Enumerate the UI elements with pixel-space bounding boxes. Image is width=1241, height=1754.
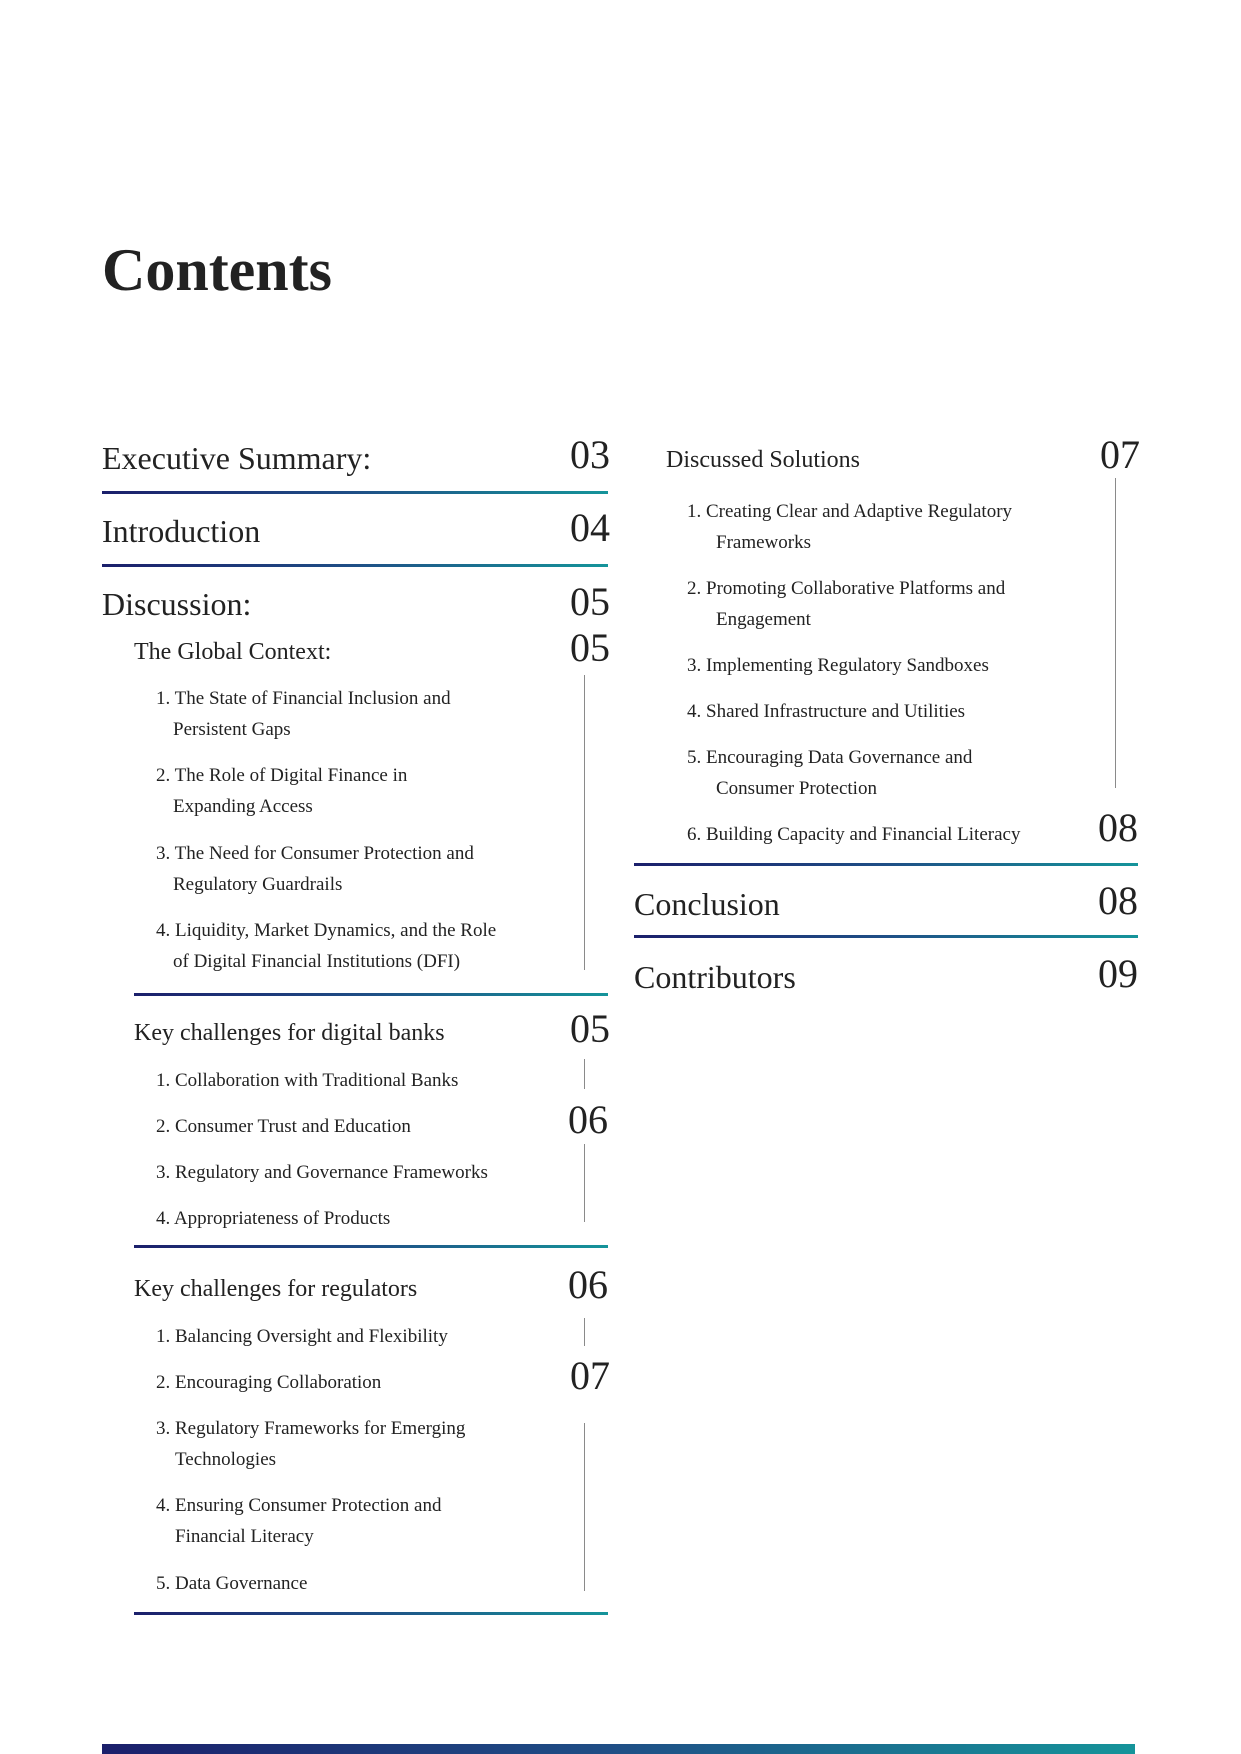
toc-item[interactable]: 2. Promoting Collaborative Platforms and [687,578,1006,599]
toc-item-continuation: Consumer Protection [716,778,877,799]
toc-discussion-page: 05 [570,579,610,624]
toc-item[interactable]: 2. Encouraging Collaboration [156,1372,382,1393]
toc-regulators-page-2: 07 [570,1353,610,1398]
divider-rule [634,935,1138,938]
divider-rule [134,1612,608,1615]
toc-item-continuation: Financial Literacy [175,1526,314,1547]
divider-rule [102,564,608,567]
toc-item-continuation: Persistent Gaps [173,719,291,740]
toc-global-context-page: 05 [570,625,610,670]
toc-item[interactable]: 4. Ensuring Consumer Protection and [156,1495,442,1516]
toc-item[interactable]: 1. Collaboration with Traditional Banks [156,1070,459,1091]
toc-item-continuation: of Digital Financial Institutions (DFI) [173,951,461,972]
toc-item[interactable]: 4. Liquidity, Market Dynamics, and the Role [156,920,497,941]
section-vertical-line [1115,478,1116,788]
toc-item[interactable]: 2. Consumer Trust and Education [156,1116,411,1137]
footer-gradient-bar [102,1744,1135,1754]
toc-item[interactable]: 3. Regulatory and Governance Frameworks [156,1162,488,1183]
toc-item-continuation: Engagement [716,609,811,630]
toc-digital-banks-label[interactable]: Key challenges for digital banks [134,1020,445,1046]
toc-digital-banks-page-2: 06 [568,1097,608,1142]
toc-item[interactable]: 2. The Role of Digital Finance in [156,765,408,786]
toc-item-continuation: Regulatory Guardrails [173,874,343,895]
toc-item[interactable]: 3. Implementing Regulatory Sandboxes [687,655,989,676]
toc-regulators-page: 06 [568,1262,608,1307]
divider-rule [134,1245,608,1248]
toc-regulators-label[interactable]: Key challenges for regulators [134,1276,418,1302]
toc-solutions-page-2: 08 [1098,805,1138,850]
section-vertical-line [584,1059,585,1089]
toc-executive-summary-page: 03 [570,432,610,477]
toc-executive-summary-label[interactable]: Executive Summary: [102,440,372,476]
toc-discussion-label[interactable]: Discussion: [102,586,252,622]
toc-introduction-label[interactable]: Introduction [102,513,261,549]
toc-contributors-label[interactable]: Contributors [634,959,796,995]
toc-item[interactable]: 1. Creating Clear and Adaptive Regulatory [687,501,1013,522]
toc-solutions-label[interactable]: Discussed Solutions [666,447,861,473]
divider-rule [102,491,608,494]
section-vertical-line [584,675,585,970]
toc-item[interactable]: 5. Data Governance [156,1573,308,1594]
toc-conclusion-label[interactable]: Conclusion [634,886,780,922]
toc-item[interactable]: 3. Regulatory Frameworks for Emerging [156,1418,466,1439]
toc-item-continuation: Technologies [175,1449,277,1470]
toc-item[interactable]: 1. Balancing Oversight and Flexibility [156,1326,448,1347]
section-vertical-line [584,1423,585,1591]
toc-item[interactable]: 5. Encouraging Data Governance and [687,747,973,768]
toc-global-context-label[interactable]: The Global Context: [134,639,332,665]
page-title: Contents [102,237,333,303]
toc-item[interactable]: 4. Shared Infrastructure and Utilities [687,701,966,722]
toc-item[interactable]: 4. Appropriateness of Products [156,1208,391,1229]
divider-rule [634,863,1138,866]
toc-item-continuation: Expanding Access [173,796,313,817]
toc-item[interactable]: 3. The Need for Consumer Protection and [156,843,474,864]
toc-item[interactable]: 1. The State of Financial Inclusion and [156,688,451,709]
toc-solutions-page: 07 [1100,432,1140,477]
divider-rule [134,993,608,996]
toc-item[interactable]: 6. Building Capacity and Financial Literacy [687,824,1021,845]
toc-contributors-page: 09 [1098,951,1138,996]
section-vertical-line [584,1318,585,1346]
section-vertical-line [584,1144,585,1222]
toc-item-continuation: Frameworks [716,532,811,553]
toc-introduction-page: 04 [570,505,610,550]
toc-digital-banks-page: 05 [570,1006,610,1051]
toc-conclusion-page: 08 [1098,878,1138,923]
